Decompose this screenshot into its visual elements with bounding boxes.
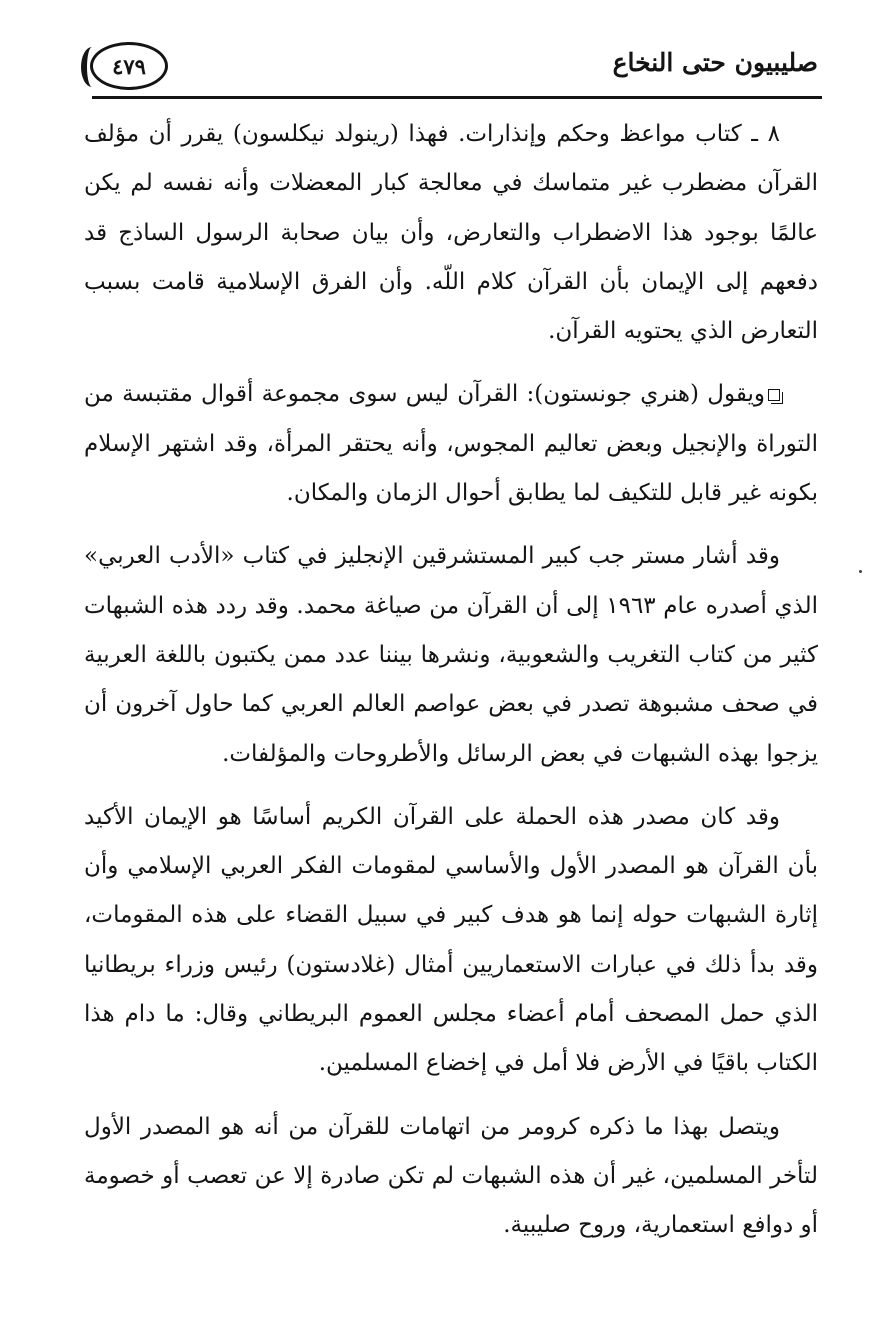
paragraph-quote (84, 370, 818, 518)
paragraph: ويتصل بهذا ما ذكره كرومر من اتهامات للقرآن من أنه هو المصدر الأول لتأخر المسلمين، غير أن هذه الشبهات لم تكن صادرة إلا عن تعصب أو خصومة أو دوافع استعمارية، وروح صليبية. (84, 1113, 818, 1239)
page-number: ٤٧٩ (112, 53, 146, 79)
body-text (84, 110, 818, 1265)
header-rule (92, 96, 822, 99)
page-number-badge (90, 42, 168, 90)
paragraph-text: ويقول (هنري جونستون): القرآن ليس سوى مجموعة أقوال مقتبسة من التوراة والإنجيل وبعض تعاليم المجوس، وأنه يحتقر المرأة، وقد اشتهر الإسلام بكونه غير قابل للتكيف لما يطابق أحوال الزمان والمكان. (84, 381, 818, 507)
square-bullet-icon (768, 389, 780, 401)
paragraph: وقد كان مصدر هذه الحملة على القرآن الكريم أساسًا هو الإيمان الأكيد بأن القرآن هو المصدر الأول والأساسي لمقومات الفكر العربي الإسلامي وأن إثارة الشبهات حوله إنما هو هدف كبير في سبيل القضاء على هذه المقومات، وقد بدأ ذلك في عبارات الاستعماريين أمثال (غلادستون) رئيس وزراء بريطانيا الذي حمل المصحف أمام أعضاء مجلس العموم البريطاني وقال: ما دام هذا الكتاب باقيًا في الأرض فلا أمل في إخضاع المسلمين. (84, 803, 818, 1077)
paragraph: ٨ ـ كتاب مواعظ وحكم وإنذارات. فهذا (رينولد نيكلسون) يقرر أن مؤلف القرآن مضطرب غير متماسك في معالجة كبار المعضلات وأنه نفسه لم يكن عالمًا بوجود هذا الاضطراب والتعارض، وأن بيان صحابة الرسول الساذج قد دفعهم إلى الإيمان بأن القرآن كلام اللّه. وأن الفرق الإسلامية قامت بسبب التعارض الذي يحتويه القرآن. (84, 121, 818, 345)
page-header (80, 36, 818, 100)
running-title: صليبيون حتى النخاع (612, 48, 818, 77)
margin-speck (859, 570, 862, 573)
paragraph: وقد أشار مستر جب كبير المستشرقين الإنجليز في كتاب «الأدب العربي» الذي أصدره عام ١٩٦٣ إلى أن القرآن من صياغة محمد. وقد ردد هذه الشبهات كثير من كتاب التغريب والشعوبية، ونشرها بيننا عدد ممن يكتبون باللغة العربية في صحف مشبوهة تصدر في بعض عواصم العالم العربي كما حاول آخرون أن يزجوا بهذه الشبهات في بعض الرسائل والأطروحات والمؤلفات. (84, 543, 818, 767)
